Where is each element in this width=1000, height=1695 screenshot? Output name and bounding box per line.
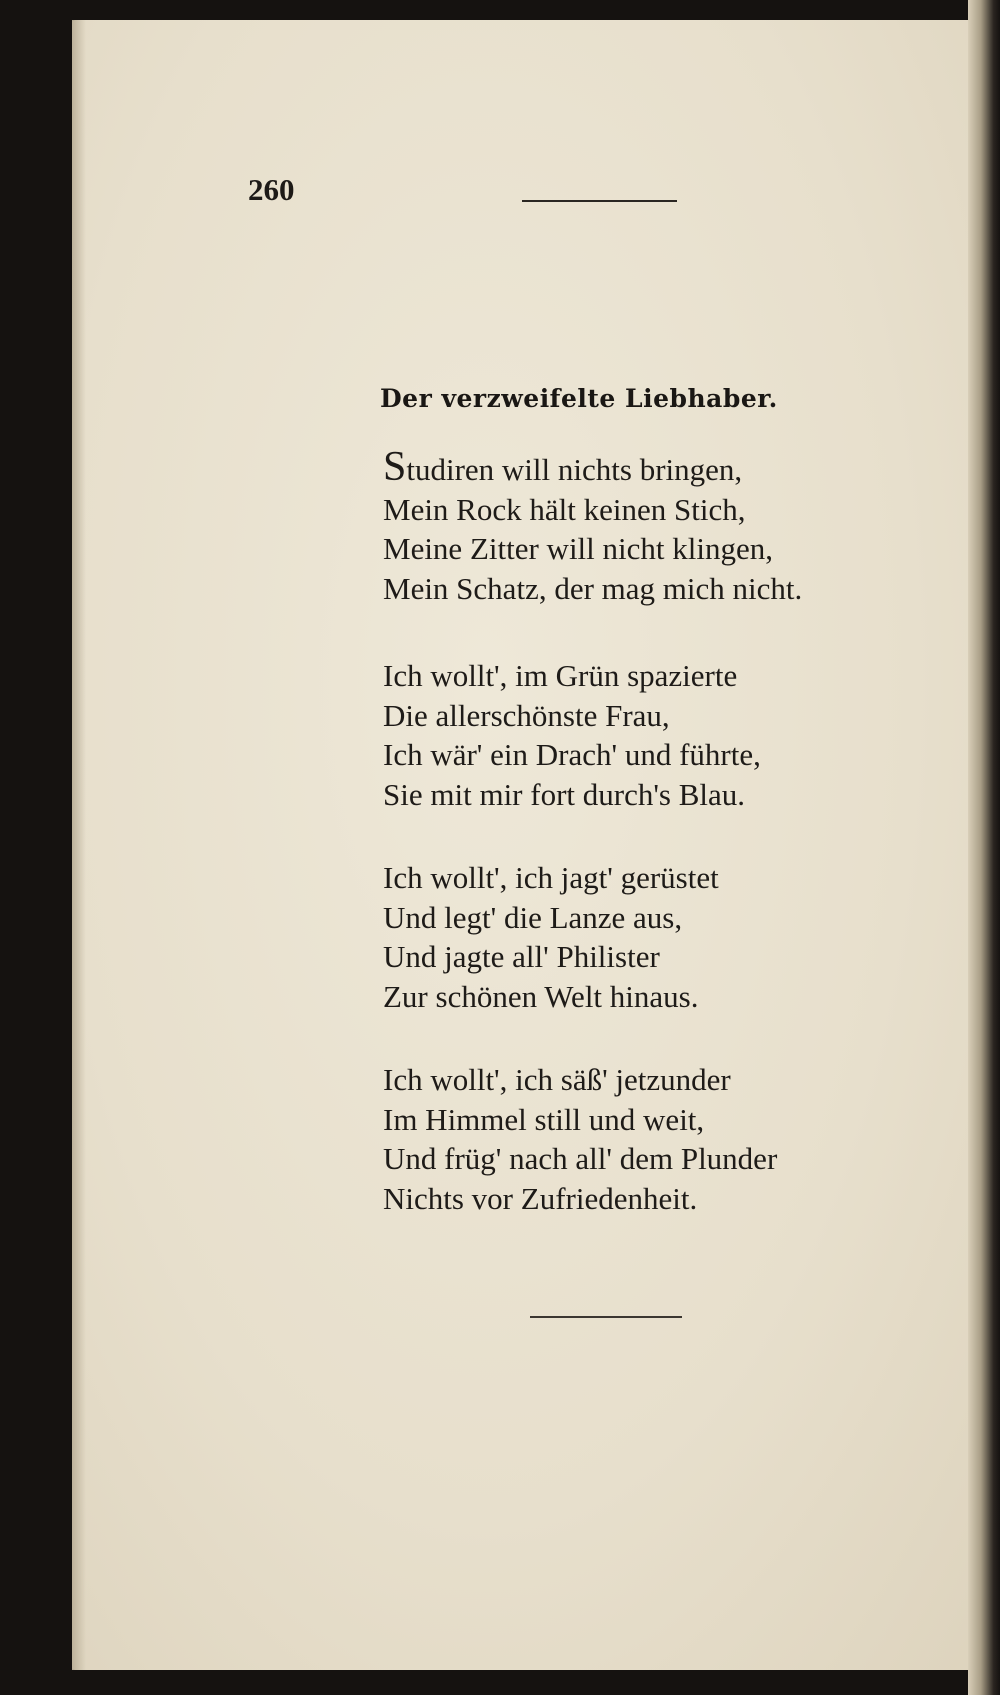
stanza-1 [383, 444, 853, 608]
verse-line: Ich wär' ein Drach' und führte, [383, 737, 761, 772]
book-page [72, 20, 992, 1670]
page-number: 260 [248, 172, 295, 207]
verse-line: Sie mit mir fort durch's Blau. [383, 776, 746, 812]
verse-line: Mein Schatz, der mag mich nicht. [383, 570, 803, 606]
end-rule [530, 1316, 682, 1318]
verse-line: Nichts vor Zufriedenheit. [383, 1180, 698, 1216]
verse-line: Mein Rock hält keinen Stich, [383, 491, 746, 527]
stanza-4 [383, 1060, 853, 1218]
verse-line: Ich wollt', ich jagt' gerüstet [383, 860, 719, 895]
verse-line: Und früg' nach all' dem Plunder [383, 1141, 778, 1176]
verse-line: Im Himmel still und weit, [383, 1101, 705, 1137]
header-rule [522, 200, 677, 202]
verse-line: Zur schönen Welt hinaus. [383, 978, 699, 1014]
verse-line: Studiren will nichts bringen, [383, 444, 743, 490]
page-edge-shadow [968, 0, 1000, 1695]
stanza-3 [383, 858, 853, 1016]
verse-line: Und jagte all' Philister [383, 939, 660, 974]
verse-line: Meine Zitter will nicht klingen, [383, 531, 773, 566]
poem-title: Der verzweifelte Liebhaber. [380, 384, 778, 413]
verse-line: Und legt' die Lanze aus, [383, 899, 683, 935]
verse-line: Die allerschönste Frau, [383, 697, 670, 733]
page-gutter-shadow [72, 20, 86, 1670]
verse-line: Ich wollt', ich säß' jetzunder [383, 1062, 731, 1097]
verse-line: Ich wollt', im Grün spazierte [383, 658, 738, 693]
stanza-2 [383, 656, 853, 814]
